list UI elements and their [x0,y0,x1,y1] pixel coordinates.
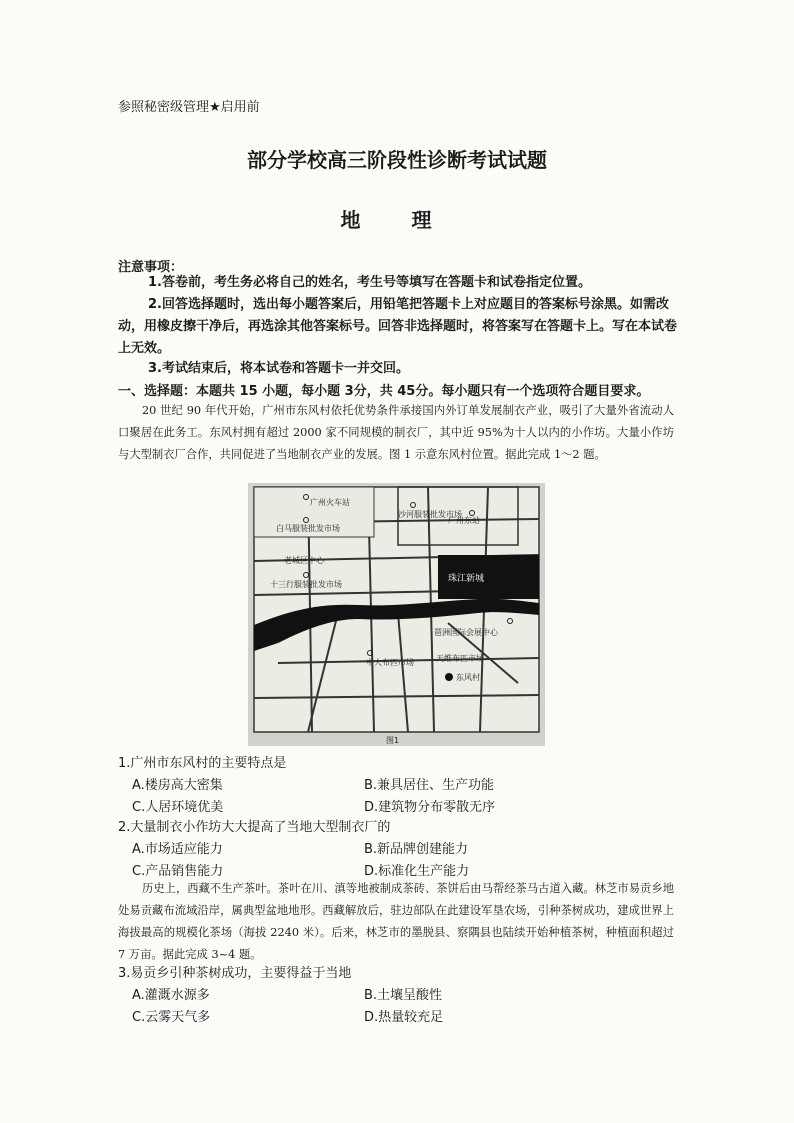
passage-2: 历史上，西藏不生产茶叶。茶叶在川、滇等地被制成茶砖、茶饼后由马帮经茶马古道入藏。林芝市易贡乡地处易贡藏布流域沿岸，属典型盆地地形。西藏解放后，驻边部队在此建设军垦农场，引种茶树成功，建成世界上海拔最高的规模化茶场（海拔 2240 米）。后来，林芝市的墨脱县、察隅县也陆续开始种植茶树，种植面积超过 7 万亩。据此完成 3~4 题。 [118,882,674,961]
label-pazhou: 琶洲国际会展中心 [434,628,498,637]
question-3-stem: 3.易贡乡引种茶树成功，主要得益于当地 [118,966,352,981]
label-baima-market: 白马服装批发市场 [276,524,340,533]
confidentiality-label: 参照秘密级管理★启用前 [118,100,260,115]
label-guangzhou-station: 广州火车站 [310,498,350,507]
label-shisanhang-market: 十三行服装批发市场 [270,580,342,589]
note-item-2: 2.回答选择题时，选出每小题答案后，用铅笔把答题卡上对应题目的答案标号涂黑。如需改动，用橡皮擦干净后，再选涂其他答案标号。回答非选择题时，将答案写在答题卡上。写在本试卷上无效。 [118,297,678,356]
question-2-option-c[interactable]: C.产品销售能力 [132,864,224,879]
label-zhujiang-new-town: 珠江新城 [448,574,485,584]
passage-1: 20 世纪 90 年代开始，广州市东风村依托优势条件承接国内外订单发展制衣产业，吸引了大量外省流动人口聚居在此务工。东风村拥有超过 2000 家不同规模的制衣厂，其中近 95%为十人以内的小作坊。大量小作坊与大型制衣厂合作，共同促进了当地制衣产业的发展。图 1 示意东风村位置。据此完成 1～2 题。 [118,404,674,461]
question-3-option-d[interactable]: D.热量较充足 [364,1010,444,1025]
label-tianwei-market: 天维布匹市场 [436,654,484,663]
question-1-option-c[interactable]: C.人居环境优美 [132,800,224,815]
question-3-option-b[interactable]: B.土壤呈酸性 [364,988,443,1003]
label-dongfeng-village: 东风村 [456,673,480,682]
exam-title: 部分学校高三阶段性诊断考试试题 [247,148,547,172]
question-1-option-b[interactable]: B.兼具居住、生产功能 [364,778,495,793]
question-2-option-d[interactable]: D.标准化生产能力 [364,864,470,879]
label-zhongda-market: 中大布匹市场 [366,658,414,667]
label-shahe-market: 沙河服装批发市场 [398,510,462,519]
question-3-option-a[interactable]: A.灌溉水源多 [132,988,210,1003]
label-old-center: 老城区中心 [284,556,324,565]
question-1-stem: 1.广州市东风村的主要特点是 [118,756,287,771]
map-figure-1 [248,483,545,746]
question-1-option-d[interactable]: D.建筑物分布零散无序 [364,800,496,815]
note-item-1: 1.答卷前，考生务必将自己的姓名，考生号等填写在答题卡和试卷指定位置。 [148,275,591,290]
question-1-option-a[interactable]: A.楼房高大密集 [132,778,223,793]
label-guangzhou-east: 广州东站 [448,516,480,525]
subject-title: 地 理 [340,208,454,232]
question-2-option-a[interactable]: A.市场适应能力 [132,842,223,857]
map-caption: 图1 [386,736,400,745]
section-heading: 一、选择题：本题共 15 小题，每小题 3分，共 45分。每小题只有一个选项符合题目要求。 [118,384,650,399]
notes-heading: 注意事项： [118,260,184,275]
question-3-option-c[interactable]: C.云雾天气多 [132,1010,211,1025]
question-2-stem: 2.大量制衣小作坊大大提高了当地大型制衣厂的 [118,820,391,835]
note-item-3: 3.考试结束后，将本试卷和答题卡一并交回。 [148,361,409,376]
question-2-option-b[interactable]: B.新品牌创建能力 [364,842,469,857]
